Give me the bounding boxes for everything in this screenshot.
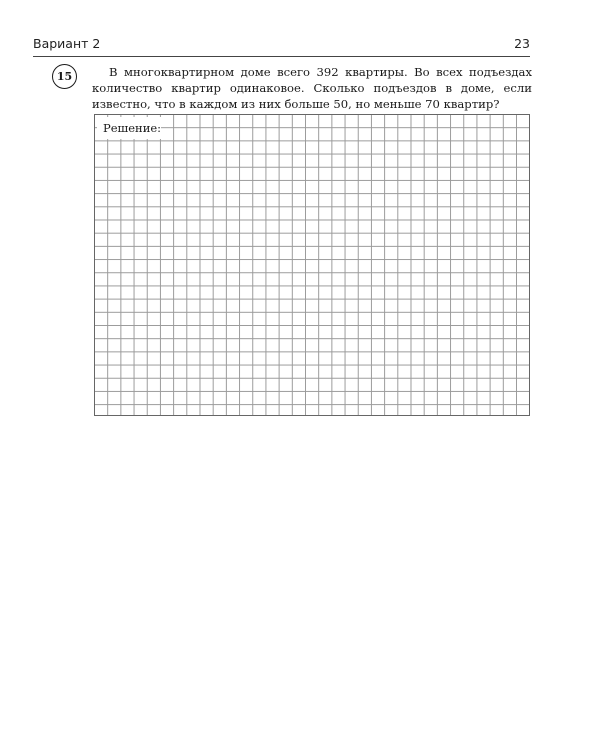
page-number: 23 [514, 36, 530, 51]
variant-title: Вариант 2 [33, 36, 101, 51]
task-number-badge [52, 64, 77, 89]
running-header [33, 36, 530, 56]
task-number: 15 [56, 70, 73, 83]
header-divider [33, 56, 530, 57]
solution-label: Решение: [97, 117, 161, 139]
solution-grid[interactable] [94, 114, 530, 416]
task-statement: В многоквартирном доме всего 392 квартиры. Во всех подъездах количество квартир одинаковое. Сколько подъездов в доме, если известно, что в каждом из них больше 50, но меньше 70 квартир? [92, 65, 532, 111]
